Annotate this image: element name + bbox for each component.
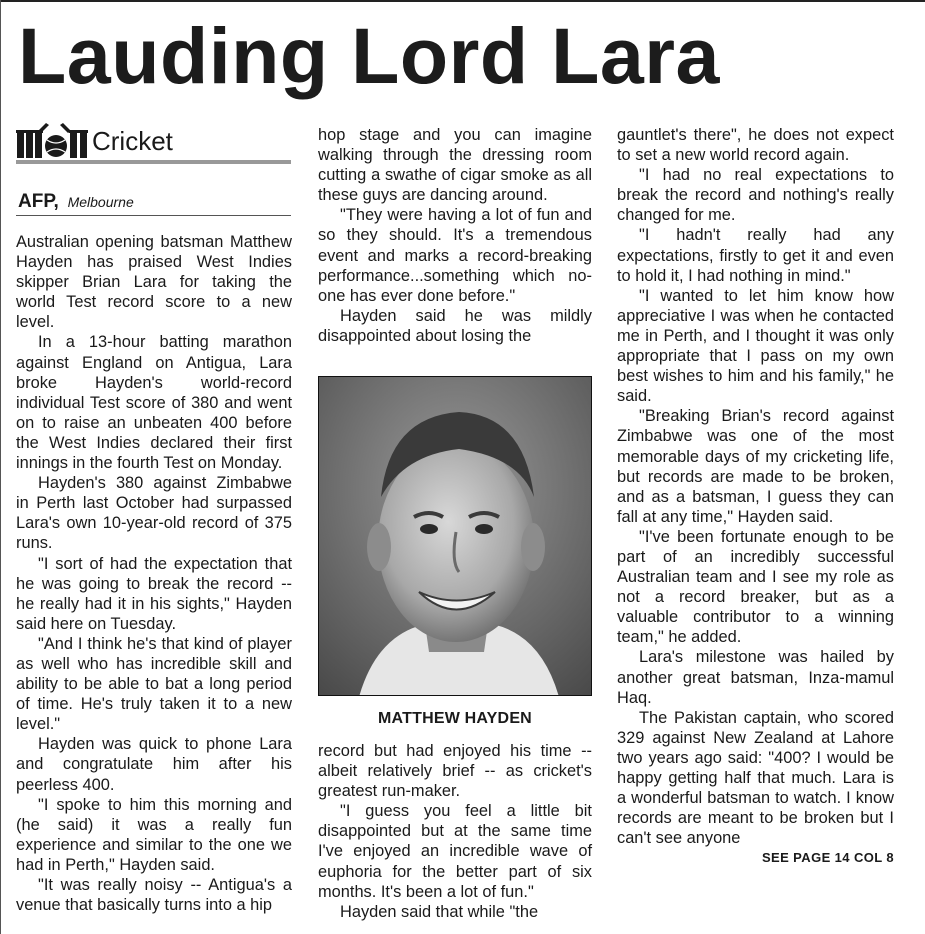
paragraph: Hayden said that while "the: [340, 902, 539, 921]
paragraph: "I wanted to let him know how appreciative I was when he contacted me in Perth, and I thought it was only appropriate that I pass on my own best wishes to him and his family," he said.: [617, 286, 894, 406]
portrait-photo: [318, 376, 592, 696]
paragraph: "They were having a lot of fun and so they should. It's a tremendous event and marks a record-breaking performance...something which no-one has ever done before.": [318, 206, 592, 305]
left-border-rule: [0, 0, 1, 934]
paragraph: hop stage and you can imagine walking through the dressing room cutting a swathe of cigar smoke as all these guys are dancing around.: [318, 126, 592, 205]
paragraph: "I spoke to him this morning and (he said) it was a really fun experience and similar to the one we had in Perth," Hayden said.: [16, 795, 292, 874]
headline: Lauding Lord Lara: [18, 11, 720, 100]
byline: [18, 191, 134, 213]
portrait-photo-icon: [319, 377, 592, 696]
paragraph: "Breaking Brian's record against Zimbabwe was one of the most memorable days of my cricketing life, but records are made to be broken, and as a batsman, I guess they can fall at any time," Hayden said.: [617, 407, 894, 526]
paragraph: The Pakistan captain, who scored 329 against New Zealand at Lahore two years ago said: "400? I would be happy getting half that much. Lara is a wonderful batsman to watch. I know records are meant to be broken but I can't see anyone: [617, 708, 894, 848]
article-column-2-top: [318, 125, 592, 346]
byline-rule: [16, 215, 291, 216]
paragraph: Lara's milestone was hailed by another great batsman, Inza-mamul Haq.: [617, 648, 894, 707]
paragraph: "I guess you feel a little bit disappointed but at the same time I've enjoyed an incredible wave of euphoria for the better part of six months. It's been a lot of fun.": [318, 802, 592, 901]
paragraph: Hayden was quick to phone Lara and congratulate him after his peerless 400.: [16, 735, 292, 794]
byline-city: Melbourne: [67, 194, 134, 210]
paragraph: In a 13-hour batting marathon against England on Antigua, Lara broke Hayden's world-record individual Test score of 380 and went on to raise an unbeaten 400 before the West Indies declared their first innings in the fourth Test on Monday.: [16, 333, 292, 473]
paragraph: Hayden said he was mildly disappointed about losing the: [318, 306, 592, 345]
byline-agency: AFP,: [18, 191, 59, 212]
paragraph: "I hadn't really had any expectations, firstly to get it and even to hold it, I had nothing in mind.": [617, 226, 894, 285]
section-underline: [16, 160, 291, 164]
paragraph: Australian opening batsman Matthew Hayden has praised West Indies skipper Brian Lara for taking the world Test record score to a new level.: [16, 233, 292, 332]
paragraph: "I had no real expectations to break the record and nothing's really changed for me.: [617, 166, 894, 225]
article-column-1: [16, 232, 292, 915]
section-tag: [16, 120, 291, 164]
article-column-2-bottom: [318, 741, 592, 922]
paragraph: "And I think he's that kind of player as well who has incredible skill and ability to be able to bat a long period of time. He's truly taken it to a new level.": [16, 634, 292, 734]
photo-caption: MATTHEW HAYDEN: [378, 710, 532, 727]
continuation-jump-line[interactable]: SEE PAGE 14 COL 8: [761, 850, 894, 865]
paragraph: "It was really noisy -- Antigua's a venue that basically turns into a hip: [16, 876, 292, 915]
paragraph: "I sort of had the expectation that he was going to break the record -- he really had it in his sights," Hayden said here on Tuesday.: [16, 554, 292, 633]
paragraph: gauntlet's there", he does not expect to set a new world record again.: [617, 126, 894, 165]
paragraph: Hayden's 380 against Zimbabwe in Perth last October had surpassed Lara's own 10-year-old record of 375 runs.: [16, 474, 292, 553]
paragraph: "I've been fortunate enough to be part of an incredibly successful Australian team and I see my role as not a record breaker, but as a valuable contributor to a winning team," he added.: [617, 527, 894, 647]
section-name: Cricket: [92, 126, 173, 156]
article-column-3: [617, 125, 894, 848]
cricket-stumps-ball-icon: [16, 122, 90, 158]
top-border-rule: [0, 0, 925, 2]
paragraph: record but had enjoyed his time -- albeit relatively brief -- as cricket's greatest run-maker.: [318, 742, 592, 801]
